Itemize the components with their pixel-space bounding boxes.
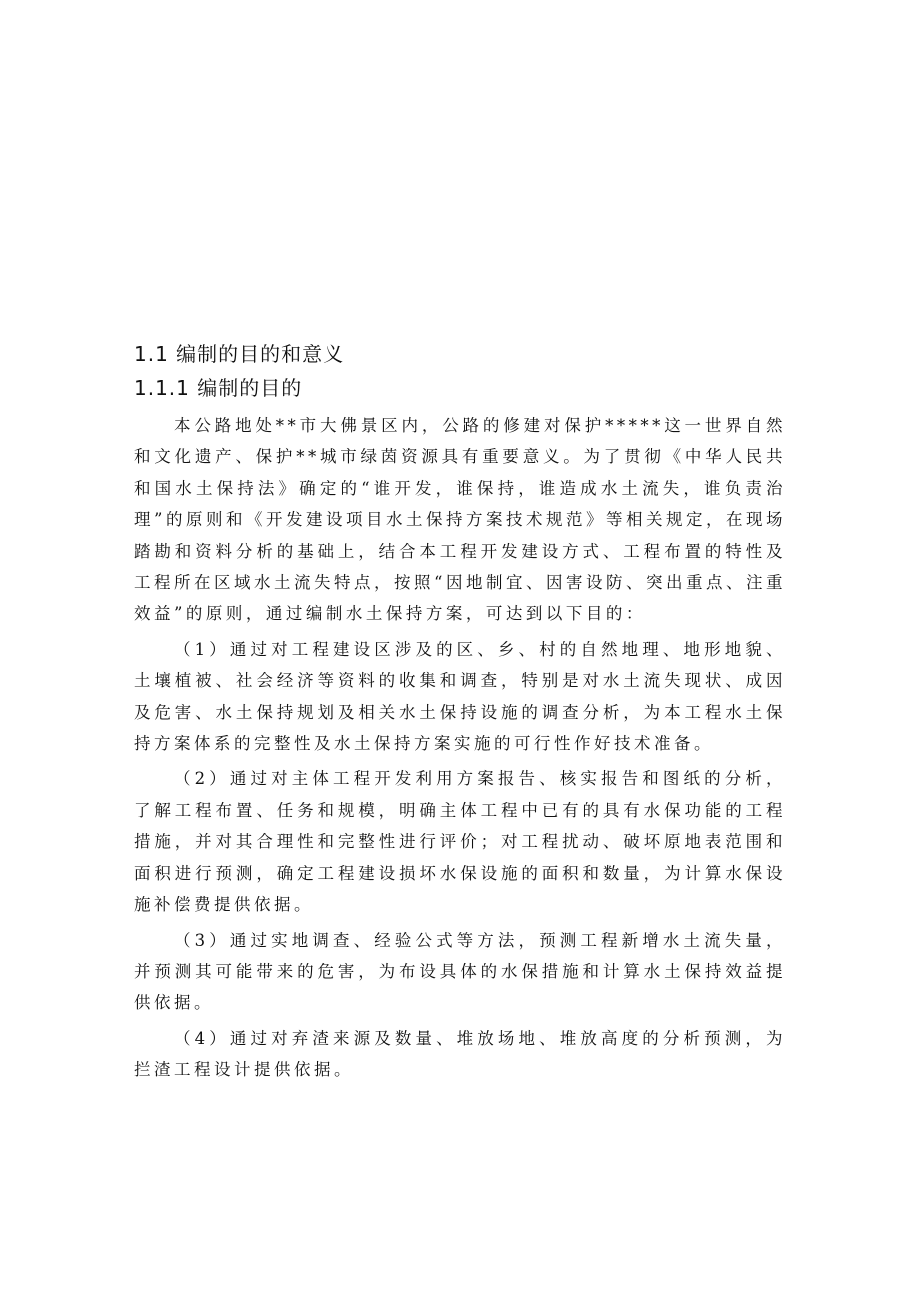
purpose-paragraph-1: （1）通过对工程建设区涉及的区、乡、村的自然地理、地形地貌、土壤植被、社会经济等资料的收集和调查，特别是对水土流失现状、成因及危害、水土保持规划及相关水土保持设施的调查分析，为本工程水土保持方案体系的完整性及水土保持方案实施的可行性作好技术准备。: [134, 639, 786, 754]
purpose-paragraph-3: （3）通过实地调查、经验公式等方法，预测工程新增水土流失量，并预测其可能带来的危害，为布设具体的水保措施和计算水土保持效益提供依据。: [134, 930, 786, 1013]
body-text: [134, 410, 786, 1090]
purpose-paragraph-4: （4）通过对弃渣来源及数量、堆放场地、堆放高度的分析预测，为拦渣工程设计提供依据。: [134, 1028, 786, 1080]
intro-paragraph: 本公路地处**市大佛景区内，公路的修建对保护*****这一世界自然和文化遗产、保护**城市绿茵资源具有重要意义。为了贯彻《中华人民共和国水土保持法》确定的“谁开发，谁保持，谁造成水土流失，谁负责治理”的原则和《开发建设项目水土保持方案技术规范》等相关规定，在现场踏勘和资料分析的基础上，结合本工程开发建设方式、工程布置的特性及工程所在区域水土流失特点，按照“因地制宜、因害设防、突出重点、注重效益”的原则，通过编制水土保持方案，可达到以下目的：: [134, 416, 786, 624]
purpose-paragraph-2: （2）通过对主体工程开发利用方案报告、核实报告和图纸的分析，了解工程布置、任务和规模，明确主体工程中已有的具有水保功能的工程措施，并对其合理性和完整性进行评价；对工程扰动、破坏原地表范围和面积进行预测，确定工程建设损坏水保设施的面积和数量，为计算水保设施补偿费提供依据。: [134, 769, 786, 915]
subsection-heading: 1.1.1 编制的目的: [134, 376, 303, 400]
section-heading: 1.1 编制的目的和意义: [134, 342, 345, 366]
